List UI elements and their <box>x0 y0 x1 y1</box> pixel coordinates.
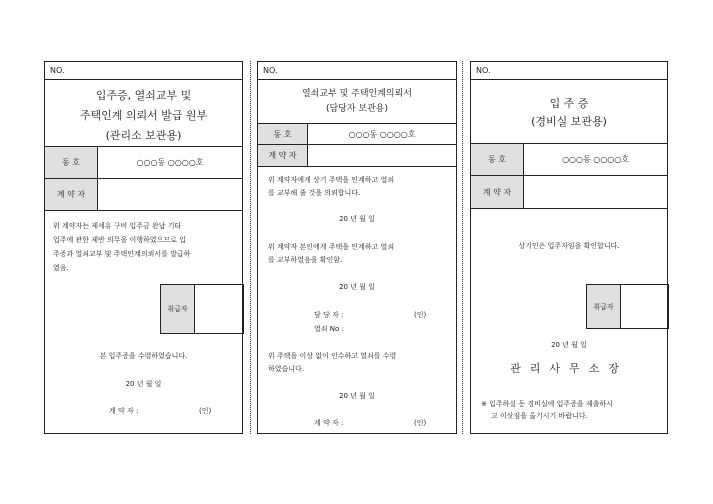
panel-management-copy <box>44 61 243 434</box>
unit-row <box>45 146 242 179</box>
cut-line-2 <box>462 61 463 434</box>
key-number-label: 열쇠 No : <box>314 325 344 333</box>
title-line-1: 입 주 증 <box>549 97 589 110</box>
title-line-1: 열쇠교부 및 주택인계의뢰서 <box>301 89 413 99</box>
contractor-row <box>471 176 667 209</box>
received-line-1: 위 주택을 이상 없이 인수하고 열쇠를 수령 <box>268 352 397 360</box>
sign-seal: (인) <box>414 419 427 427</box>
panel-guardroom-copy <box>470 61 668 434</box>
handler-box <box>160 284 244 334</box>
date-text: 20 년 월 일 <box>551 341 587 349</box>
date-2: 20 년 월 일 <box>339 283 375 291</box>
panel-manager-copy <box>257 61 457 434</box>
request-line-2: 를 교부해 줄 것을 의뢰합니다. <box>268 189 361 197</box>
title-line-2: (담당자 보관용) <box>325 104 389 114</box>
manager-label: 담 당 자 : <box>314 311 344 319</box>
panel-number: NO. <box>471 62 667 80</box>
unit-value: ○○○동 ○○○○호 <box>562 155 629 164</box>
title-line-1: 입주증, 열쇠교부 및 <box>95 89 192 102</box>
contractor-row <box>45 179 242 211</box>
title-line-2: (경비실 보관용) <box>531 115 607 128</box>
handler-box <box>586 284 669 329</box>
office-name: 관리사무소장 <box>510 362 628 375</box>
confirm-text: 상기인은 입주자임을 확인합니다. <box>518 242 620 250</box>
body-line-4: 였음. <box>53 264 69 272</box>
handler-label: 취급자 <box>161 285 195 333</box>
handler-label: 취급자 <box>587 285 621 328</box>
receipt-text: 본 입주증을 수령하였습니다. <box>99 352 188 360</box>
unit-row <box>258 123 456 145</box>
contractor-value <box>524 176 667 208</box>
unit-row <box>471 143 667 176</box>
unit-value: ○○○동 ○○○○호 <box>348 129 416 139</box>
unit-label: 동 호 <box>258 124 308 144</box>
unit-value: ○○○동 ○○○○호 <box>136 158 204 167</box>
date-3: 20 년 월 일 <box>339 392 375 400</box>
seal-mark: (인) <box>199 407 212 415</box>
body-line-2: 입주에 관한 제반 의무을 이행하였으므로 입 <box>53 236 186 244</box>
confirm-line-1: 위 계약자 본인에게 주택을 인계하고 열쇠 <box>268 243 395 251</box>
panel-number: NO. <box>45 62 242 80</box>
body-line-3: 주증과 열쇠교부 및 주택인계의뢰서를 발급하 <box>53 250 191 258</box>
contractor-label: 계 약 자 <box>45 179 98 210</box>
sign-label: 계 약 자 : <box>314 419 344 427</box>
confirm-line-2: 를 교부하였음을 확인함. <box>268 256 343 264</box>
note-line-2: 고 이삿짐을 옮기시기 바랍니다. <box>491 412 588 420</box>
note-line-1: ※ 입주하실 동 경비실에 입주증을 제출하시 <box>481 400 613 408</box>
received-line-2: 하였습니다. <box>268 365 305 373</box>
cut-line-1 <box>250 61 251 434</box>
request-line-1: 위 계약자에게 상기 주택을 인계하고 열쇠 <box>268 176 395 184</box>
sign-label: 계 약 자 : <box>109 407 139 415</box>
contractor-label: 계 약 자 <box>471 176 524 208</box>
unit-label: 동 호 <box>45 147 98 178</box>
contractor-value <box>308 145 456 166</box>
panel-number: NO. <box>258 62 456 80</box>
contractor-label: 계 약 자 <box>258 145 308 166</box>
contractor-row <box>258 145 456 167</box>
title-line-2: 주택인계 의뢰서 발급 원부 <box>79 109 208 122</box>
body-line-1: 위 계약자는 제세유 구비 입주금 완납 기타 <box>53 222 182 230</box>
manager-seal: (인) <box>414 311 427 319</box>
date-text: 20 년 월 일 <box>125 380 162 388</box>
unit-label: 동 호 <box>471 144 524 175</box>
title-line-3: (관리소 보관용) <box>105 129 182 142</box>
date-1: 20 년 월 일 <box>339 215 375 223</box>
contractor-value <box>98 179 242 210</box>
